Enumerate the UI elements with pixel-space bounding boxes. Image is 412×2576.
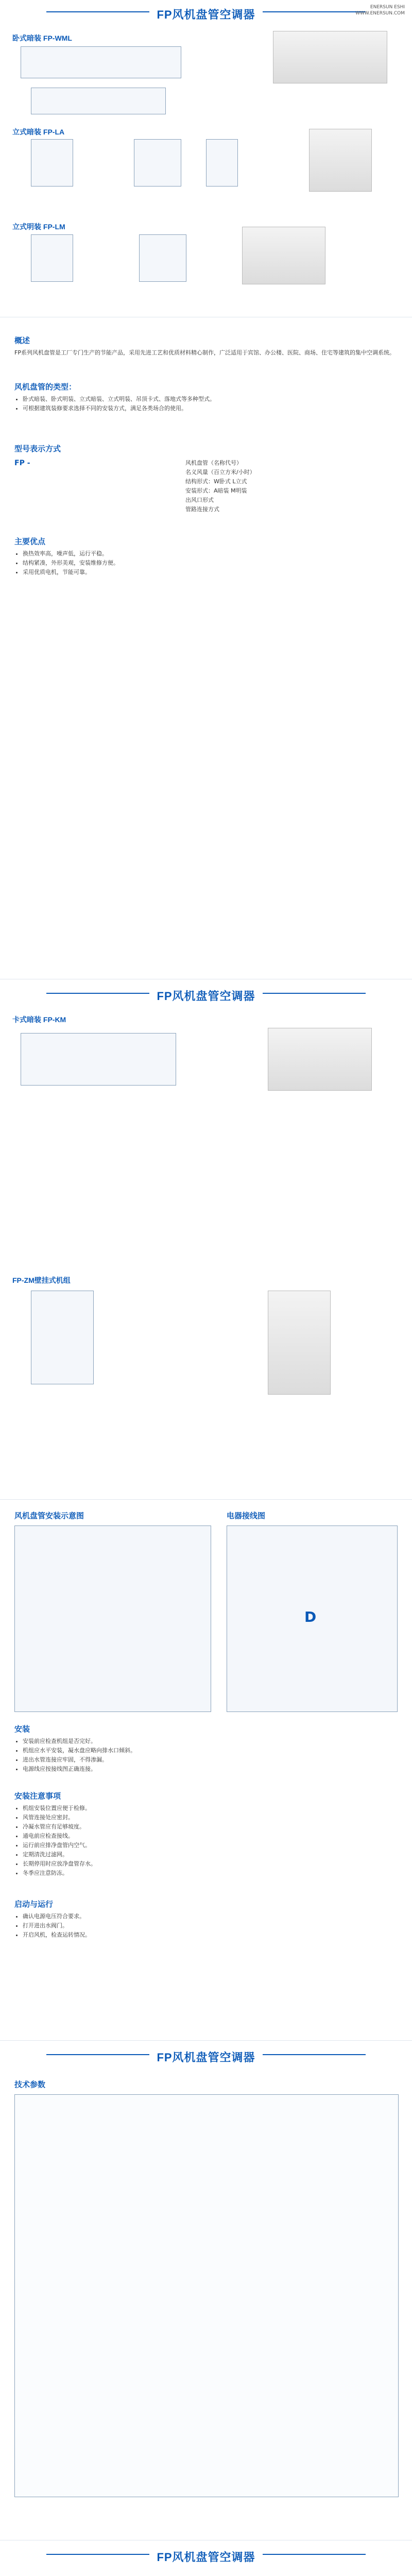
model-labels bbox=[185, 459, 391, 514]
install-note: • 进出水管连接应牢固，不得渗漏。 bbox=[23, 1755, 396, 1765]
wml-sketch-bottom bbox=[31, 88, 166, 114]
maint-item: • 通电前应检查接线。 bbox=[23, 1832, 396, 1841]
maint-title: 安装注意事项 bbox=[14, 1792, 61, 1801]
model-label: 结构形式：W卧式 L立式 bbox=[185, 478, 247, 485]
banner-bar-right bbox=[263, 2554, 366, 2555]
km-photo bbox=[268, 1028, 372, 1091]
la-sketch-2 bbox=[134, 139, 181, 187]
banner-bar-right bbox=[263, 11, 366, 12]
section-install bbox=[0, 1502, 412, 2041]
banner-bar-right bbox=[263, 993, 366, 994]
features-title: 主要优点 bbox=[14, 537, 46, 546]
section-km-zm bbox=[0, 981, 412, 1500]
wml-sketch-top bbox=[21, 46, 181, 78]
start-item: • 打开进出水阀门。 bbox=[23, 1921, 396, 1930]
km-sketch bbox=[21, 1033, 176, 1086]
maint-item: • 机组安装位置应便于检修。 bbox=[23, 1804, 396, 1813]
zm-sketch bbox=[31, 1291, 94, 1384]
banner-bar-left bbox=[46, 2554, 149, 2555]
maint-item: • 冬季应注意防冻。 bbox=[23, 1869, 396, 1878]
install-note: • 安装前应检查机组是否完好。 bbox=[23, 1737, 396, 1746]
install-notes bbox=[14, 1737, 396, 1774]
lm-sketch-1 bbox=[31, 234, 73, 282]
overview-text: FP系列风机盘管是工厂专门生产的节能产品，采用先进工艺和优质材料精心制作，广泛适用于宾馆、办公楼、医院、商场、住宅等建筑的集中空调系统。 bbox=[14, 349, 395, 356]
contact bbox=[355, 4, 405, 16]
install-note: • 机组应水平安装，凝水盘应略向排水口倾斜。 bbox=[23, 1746, 396, 1755]
subtitle-lm: 立式明装 FP-LM bbox=[12, 223, 65, 231]
types-list bbox=[14, 395, 396, 413]
maint-item: • 冷凝水管应有足够坡度。 bbox=[23, 1822, 396, 1832]
install-notes-title: 安装 bbox=[14, 1725, 30, 1734]
banner-title: FP风机盘管空调器 bbox=[157, 2550, 255, 2564]
subtitle-wml: 卧式暗装 FP-WML bbox=[12, 34, 72, 42]
maint-items bbox=[14, 1804, 396, 1878]
type-item: • 卧式暗装、卧式明装、立式暗装、立式明装、吊顶卡式、落地式等多种型式。 bbox=[23, 395, 396, 404]
start-title: 启动与运行 bbox=[14, 1900, 54, 1909]
banner-title: FP风机盘管空调器 bbox=[157, 2050, 255, 2064]
section-overview bbox=[0, 319, 412, 979]
tech-title: 技术参数 bbox=[14, 2080, 46, 2089]
banner-bar-left bbox=[46, 993, 149, 994]
subtitle-la: 立式暗装 FP-LA bbox=[12, 128, 65, 136]
model-prefix: FP - bbox=[14, 459, 30, 467]
model-label: 名义风量（百立方米/小时） bbox=[185, 469, 255, 476]
banner-bar-left bbox=[46, 11, 149, 12]
start-items bbox=[14, 1912, 396, 1940]
la-sketch-3 bbox=[206, 139, 238, 187]
banner bbox=[0, 2543, 412, 2570]
start-item: • 确认电源电压符合要求。 bbox=[23, 1912, 396, 1921]
model-label: 出风口形式 bbox=[185, 497, 214, 503]
model-title: 型号表示方式 bbox=[14, 445, 61, 453]
model-label: 管路连接方式 bbox=[185, 506, 219, 513]
model-label: 安装形式：A暗装 M明装 bbox=[185, 487, 247, 494]
banner bbox=[0, 2043, 412, 2071]
lm-sketch-2 bbox=[139, 234, 186, 282]
zm-photo bbox=[268, 1291, 331, 1395]
feature-item: • 采用优质电机，节能可靠。 bbox=[23, 568, 396, 577]
wiring-title: 电器接线图 bbox=[227, 1512, 266, 1520]
maint-item: • 风管连接处应密封。 bbox=[23, 1813, 396, 1822]
banner-bar-left bbox=[46, 2054, 149, 2055]
maint-item: • 运行前应排净盘管内空气。 bbox=[23, 1841, 396, 1850]
install-title: 风机盘管安装示意图 bbox=[14, 1512, 84, 1520]
la-photo bbox=[309, 129, 372, 192]
wml-photo bbox=[273, 31, 387, 83]
install-note: • 电源线应按接线图正确连接。 bbox=[23, 1765, 396, 1774]
model-label: 风机盘管（名称代号） bbox=[185, 460, 242, 466]
section-wml-la-lm bbox=[0, 0, 412, 317]
contact-line1: ENERSUN ESHI bbox=[370, 5, 405, 10]
banner bbox=[0, 981, 412, 1009]
feature-item: • 结构紧凑，外形美观，安装维修方便。 bbox=[23, 558, 396, 568]
feature-item: • 换热效率高，噪声低，运行平稳。 bbox=[23, 549, 396, 558]
banner bbox=[0, 0, 412, 28]
banner-title: FP风机盘管空调器 bbox=[157, 989, 255, 1003]
overview-title: 概述 bbox=[14, 336, 30, 345]
type-item: • 可根据建筑装修要求选择不同的安装方式，满足各类场合的使用。 bbox=[23, 404, 396, 413]
section-tech bbox=[0, 2043, 412, 2540]
contact-line2: WWW.ENERSUN.COM bbox=[355, 11, 405, 16]
subtitle-km: 卡式暗装 FP-KM bbox=[12, 1015, 66, 1024]
lm-photo bbox=[242, 227, 325, 284]
install-diagram bbox=[14, 1526, 211, 1712]
banner-bar-right bbox=[263, 2054, 366, 2055]
wiring-diagram bbox=[227, 1526, 398, 1712]
types-title: 风机盘管的类型： bbox=[14, 383, 77, 392]
start-item: • 开启风机，检查运转情况。 bbox=[23, 1930, 396, 1940]
features-list bbox=[14, 549, 396, 577]
tech-table bbox=[14, 2094, 399, 2497]
la-sketch-1 bbox=[31, 139, 73, 187]
section-wa-wag bbox=[0, 2543, 412, 2576]
maint-item: • 定期清洗过滤网。 bbox=[23, 1850, 396, 1859]
banner-title: FP风机盘管空调器 bbox=[157, 8, 255, 21]
subtitle-zm: FP-ZM壁挂式机组 bbox=[12, 1276, 71, 1284]
maint-item: • 长期停用时应放净盘管存水。 bbox=[23, 1859, 396, 1869]
wiring-letter: D bbox=[304, 1608, 317, 1625]
